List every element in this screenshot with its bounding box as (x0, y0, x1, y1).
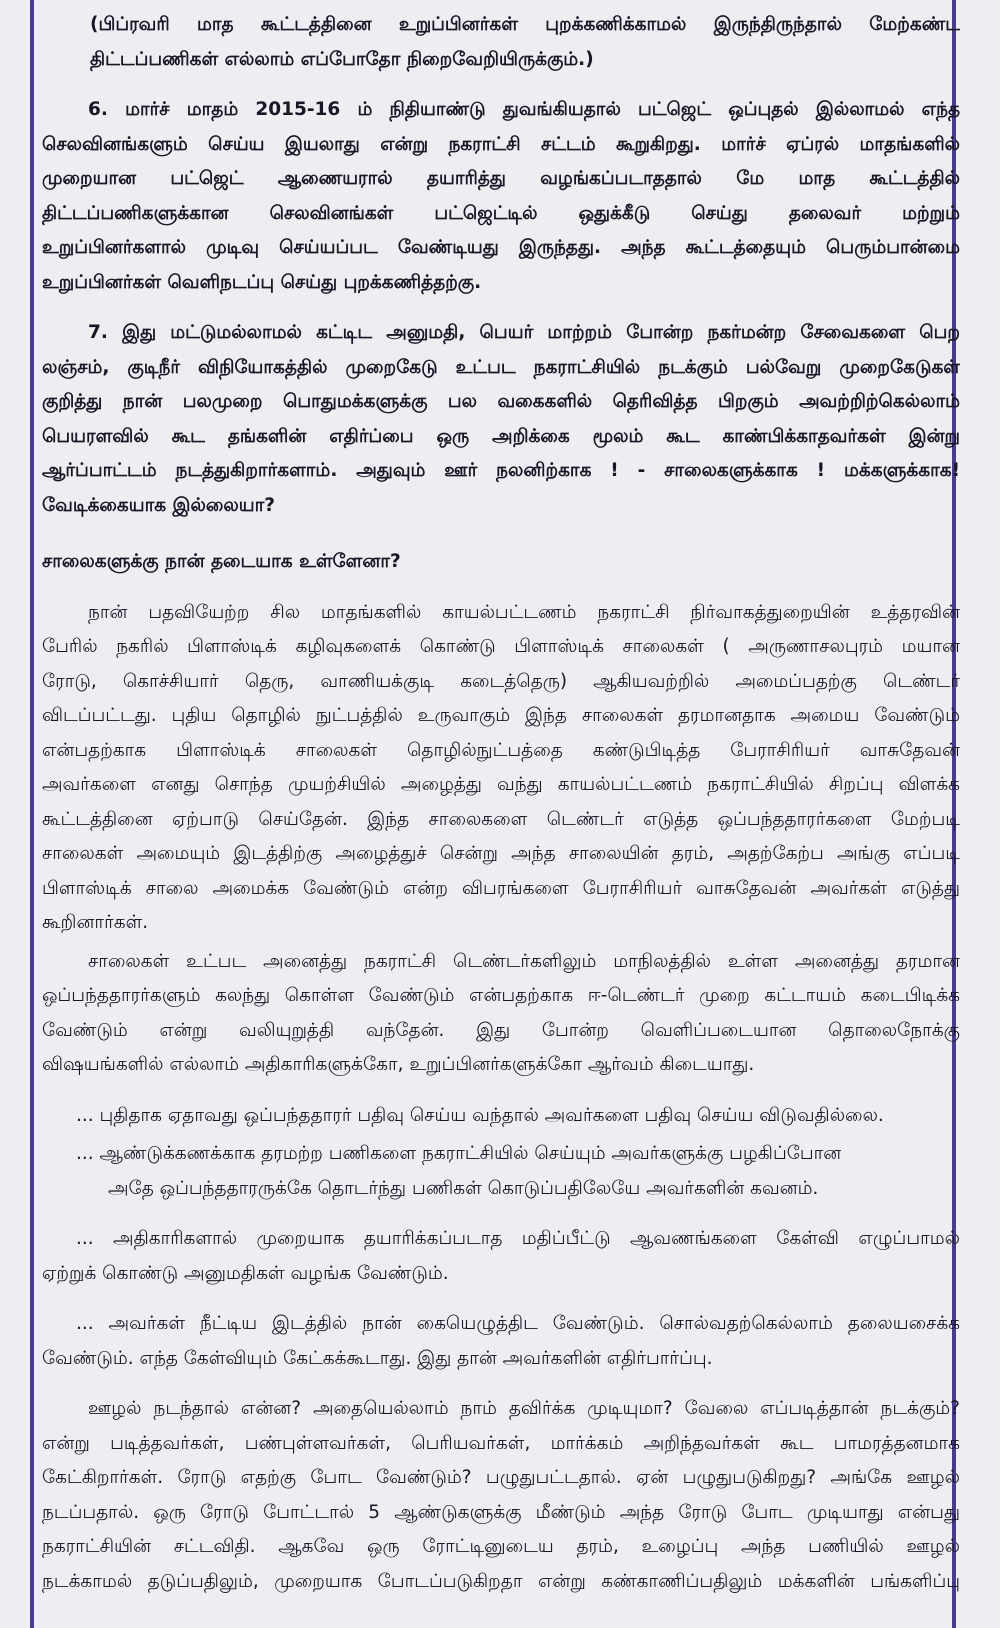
text-line: செலவினங்களும் செய்ய இயலாது என்று நகராட்சி சட்டம் கூறுகிறது. மார்ச் ஏப்ரல் மாதங்களில் (42, 133, 960, 155)
text-line: ... அதிகாரிகளால் முறையாக தயாரிக்கப்படாத மதிப்பீட்டு ஆவணங்களை கேள்வி எழுப்பாமல் (76, 1228, 960, 1249)
bullet-item (42, 1137, 960, 1206)
text-line: ... ஆண்டுக்கணக்காக தரமற்ற பணிகளை நகராட்சியில் செய்யும் அவர்களுக்கு பழகிப்போன (76, 1143, 842, 1164)
paragraph-corruption (42, 1392, 960, 1599)
paragraph-point-7 (42, 316, 960, 523)
text-line: ஆர்ப்பாட்டம் நடத்துகிறார்களாம். அதுவும் ஊர் நலனிற்காக ! - சாலைகளுக்காக ! மக்களுக்காக! (42, 460, 960, 481)
text-line: ... அவர்கள் நீட்டிய இடத்தில் நான் கையெழுத்திட வேண்டும். சொல்வதற்கெல்லாம் தலையசைக்க (76, 1313, 960, 1334)
document-body (42, 8, 960, 1599)
text-line: ஒப்பந்ததாரர்களும் கலந்து கொள்ள வேண்டும் என்பதற்காக ஈ-டெண்டர் முறை கட்டாயம் கடைபிடிக்க (42, 985, 960, 1006)
text-line: பேரில் நகரில் பிளாஸ்டிக் கழிவுகளைக் கொண்டு பிளாஸ்டிக் சாலைகள் ( அருணாசலபுரம் மயான (42, 636, 960, 657)
text-line: சாலைகள் அமையும் இடத்திற்கு அழைத்துச் சென்று அந்த சாலையின் தரம், அதற்கேற்ப அங்கு எப்படி (42, 843, 960, 864)
text-line: உறுப்பினர்கள் வெளிநடப்பு செய்து புறக்கணித்தற்கு. (42, 271, 482, 293)
text-line: அவர்களை எனது சொந்த முயற்சியில் அழைத்து வந்து காயல்பட்டணம் நகராட்சியில் சிறப்பு விளக்க (42, 774, 960, 795)
text-line: திட்டப்பணிகள் எல்லாம் எப்போதோ நிறைவேறியிருக்கும்.) (90, 48, 594, 70)
text-line: வேண்டும். எந்த கேள்வியும் கேட்கக்கூடாது. இது தான் அவர்களின் எதிர்பார்ப்பு. (42, 1347, 713, 1369)
text-line: வேடிக்கையாக இல்லையா? (42, 494, 276, 516)
text-line: ஊழல் நடந்தால் என்ன? அதையெல்லாம் நாம் தவிர்க்க முடியுமா? வேலை எப்படித்தான் நடக்கும்? (88, 1398, 960, 1419)
text-line: விடப்பட்டது. புதிய தொழில் நுட்பத்தில் உருவாகும் இந்த சாலைகள் தரமானதாக அமைய வேண்டும் (42, 705, 960, 726)
text-line: ஏற்றுக் கொண்டு அனுமதிகள் வழங்க வேண்டும். (42, 1262, 449, 1284)
text-line: என்பதற்காக பிளாஸ்டிக் சாலைகள் தொழில்நுட்பத்தை கண்டுபிடித்த பேராசிரியர் வாசுதேவன் (42, 739, 960, 761)
bullet-item (42, 1222, 960, 1291)
text-line: குறித்து நான் பலமுறை பொதுமக்களுக்கு பல வகைகளில் தெரிவித்த பிறகும் அவற்றிற்கெல்லாம் (42, 391, 960, 412)
text-line: நடக்காமல் தடுப்பதிலும், முறையாக போடப்படுகிறதா என்று கண்காணிப்பதிலும் மக்களின் பங்களிப்பு (42, 1570, 960, 1592)
text-line: கூட்டத்தினை ஏற்பாடு செய்தேன். இந்த சாலைகளை டெண்டர் எடுத்த ஒப்பந்ததாரர்களை மேற்படி (42, 808, 960, 830)
text-line: லஞ்சம், குடிநீர் விநியோகத்தில் முறைகேடு உட்பட நகராட்சியில் நடக்கும் பல்வேறு முறைகேடுகள் (42, 356, 960, 378)
text-line: நடப்பதால். ஒரு ரோடு போட்டால் 5 ஆண்டுகளுக்கு மீண்டும் அந்த ரோடு போட முடியாது என்பது (42, 1501, 960, 1523)
text-line: என்று படித்தவர்கள், பண்புள்ளவர்கள், பெரியவர்கள், மார்க்கம் அறிந்தவர்கள் கூட பாமரத்தனமாக (42, 1432, 960, 1454)
paragraph-point-6 (42, 93, 960, 300)
text-line: 7. இது மட்டுமல்லாமல் கட்டிட அனுமதி, பெயர் மாற்றம் போன்ற நகர்மன்ற சேவைகளை பெற (88, 322, 960, 343)
text-line: பெயரளவில் கூட தங்களின் எதிர்ப்பை ஒரு அறிக்கை மூலம் கூட காண்பிக்காதவர்கள் இன்று (42, 425, 960, 447)
text-line: சாலைகள் உட்பட அனைத்து நகராட்சி டெண்டர்களிலும் மாநிலத்தில் உள்ள அனைத்து தரமான (88, 950, 960, 972)
text-line: 6. மார்ச் மாதம் 2015-16 ம் நிதியாண்டு துவங்கியதால் பட்ஜெட் ஒப்புதல் இல்லாமல் எந்த (88, 99, 960, 120)
section-heading (42, 545, 960, 580)
text-line: நான் பதவியேற்ற சில மாதங்களில் காயல்பட்டணம் நகராட்சி நிர்வாகத்துறையின் உத்தரவின் (88, 601, 960, 623)
text-line: திட்டப்பணிகளுக்கான செலவினங்கள் பட்ஜெட்டில் ஒதுக்கீடு செய்து தலைவர் மற்றும் (42, 202, 960, 224)
text-line: அதே ஒப்பந்ததாரருக்கே தொடர்ந்து பணிகள் கொடுப்பதிலேயே அவர்களின் கவனம். (108, 1177, 819, 1199)
text-line: உறுப்பினர்களால் முடிவு செய்யப்பட வேண்டியது இருந்தது. அந்த கூட்டத்தையும் பெரும்பான்மை (42, 237, 960, 258)
text-line: வேண்டும் என்று வலியுறுத்தி வந்தேன். இது போன்ற வெளிப்படையான தொலைநோக்கு (42, 1019, 960, 1041)
text-line: விஷயங்களில் எல்லாம் அதிகாரிகளுக்கோ, உறுப்பினர்களுக்கோ ஆர்வம் கிடையாது. (42, 1054, 755, 1075)
text-line: ரோடு, கொச்சியார் தெரு, வாணியக்குடி கடைத்தெரு) ஆகியவற்றில் அமைப்பதற்கு டெண்டர் (42, 670, 960, 692)
bullet-item (42, 1099, 960, 1134)
page-border-left (30, 0, 34, 1628)
heading-text: சாலைகளுக்கு நான் தடையாக உள்ளேனா? (42, 551, 401, 572)
paragraph-plastic-roads (42, 596, 960, 941)
text-line: கூறினார்கள். (42, 912, 149, 933)
text-line: (பிப்ரவரி மாத கூட்டத்தினை உறுப்பினர்கள் புறக்கணிக்காமல் இருந்திருந்தால் மேற்கண்ட (90, 14, 960, 35)
text-line: நகராட்சியின் சட்டவிதி. ஆகவே ஒரு ரோட்டினுடைய தரம், உழைப்பு அந்த பணியில் ஊழல் (42, 1536, 960, 1557)
paragraph-february-note (42, 8, 960, 77)
text-line: பிளாஸ்டிக் சாலை அமைக்க வேண்டும் என்ற விபரங்களை பேராசிரியர் வாசுதேவன் அவர்கள் எடுத்து (42, 877, 960, 899)
paragraph-e-tender (42, 945, 960, 1083)
text-line: கேட்கிறார்கள். ரோடு எதற்கு போட வேண்டும்? பழுதுபட்டதால். ஏன் பழுதுபடுகிறது? அங்கே ஊழல் (42, 1467, 960, 1488)
text-line: முறையான பட்ஜெட் ஆணையரால் தயாரித்து வழங்கப்படாததால் மே மாத கூட்டத்தில் (42, 168, 960, 189)
text-line: ... புதிதாக ஏதாவது ஒப்பந்ததாரர் பதிவு செய்ய வந்தால் அவர்களை பதிவு செய்ய விடுவதில்லை. (76, 1104, 884, 1126)
bullet-item (42, 1307, 960, 1376)
